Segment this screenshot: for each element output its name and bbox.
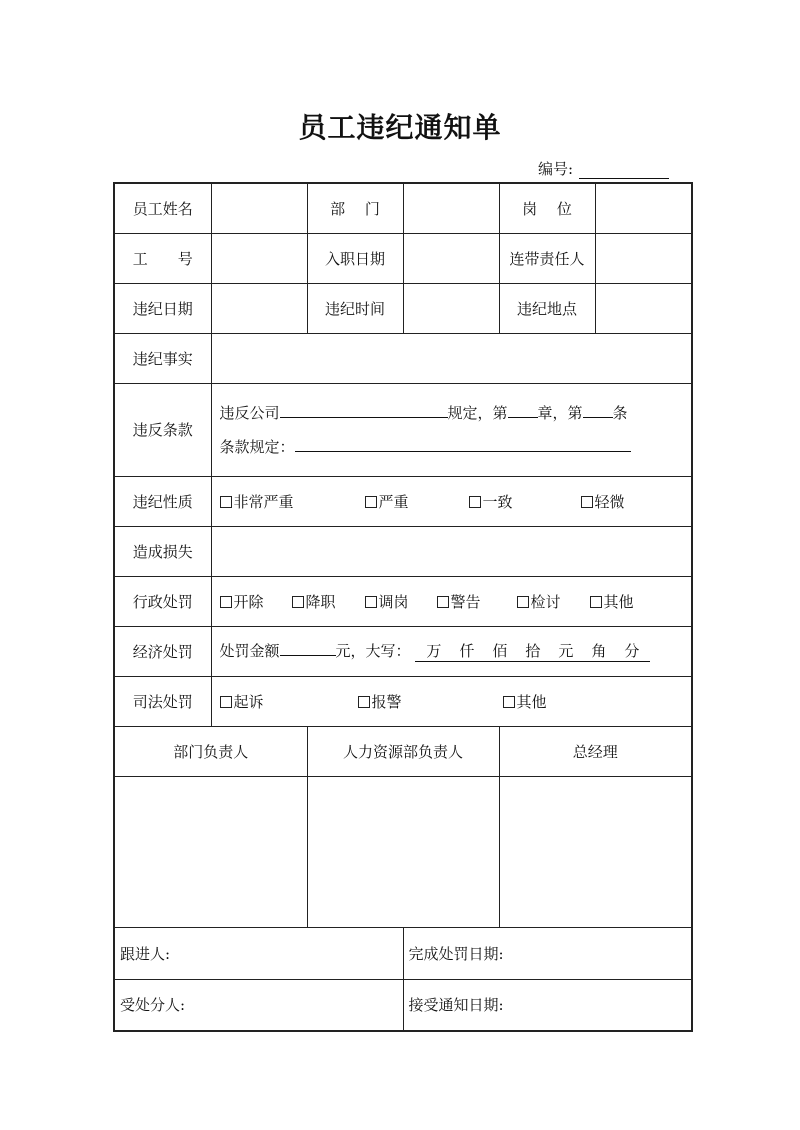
chapter-blank[interactable]: [508, 403, 538, 418]
footer-row: [114, 979, 692, 1031]
form-row: [114, 576, 692, 626]
hire-date-label: 入职日期: [307, 233, 403, 283]
receipt-date-field[interactable]: 接受通知日期:: [403, 979, 692, 1031]
admin-option-dismiss[interactable]: 开除: [220, 591, 292, 612]
position-label: 岗 位: [499, 183, 595, 233]
violation-facts-label: 违纪事实: [114, 333, 211, 383]
violation-date-field[interactable]: [211, 283, 307, 333]
checkbox-icon[interactable]: [365, 596, 377, 608]
clause-article-text: 条: [612, 403, 628, 422]
form-row: [114, 233, 692, 283]
dept-head-signature[interactable]: [114, 776, 307, 927]
form-row: [114, 383, 692, 476]
nature-label: 违纪性质: [114, 476, 211, 526]
department-field[interactable]: [403, 183, 499, 233]
admin-options: [211, 576, 692, 626]
joint-liability-label: 连带责任人: [499, 233, 595, 283]
recipient-field[interactable]: 受处分人:: [114, 979, 403, 1031]
form-row: [114, 476, 692, 526]
checkbox-icon[interactable]: [581, 496, 593, 508]
position-field[interactable]: [595, 183, 692, 233]
signature-header-row: [114, 726, 692, 776]
judicial-label: 司法处罚: [114, 676, 211, 726]
clause-label: 违反条款: [114, 383, 211, 476]
footer-row: [114, 927, 692, 979]
violation-time-field[interactable]: [403, 283, 499, 333]
amount-blank[interactable]: [280, 641, 336, 656]
violation-form-table: [113, 182, 693, 1032]
admin-option-other[interactable]: 其他: [590, 591, 634, 612]
signature-row: [114, 776, 692, 927]
admin-option-self-criticism[interactable]: 检讨: [517, 591, 590, 612]
nature-options: [211, 476, 692, 526]
clause-chapter-text: 章，第: [537, 403, 583, 422]
clause-rules-text: 规定，第: [447, 403, 508, 422]
employee-no-field[interactable]: [211, 233, 307, 283]
admin-option-transfer[interactable]: 调岗: [365, 591, 437, 612]
checkbox-icon[interactable]: [220, 596, 232, 608]
joint-liability-field[interactable]: [595, 233, 692, 283]
checkbox-icon[interactable]: [503, 696, 515, 708]
dept-head-header: 部门负责人: [114, 726, 307, 776]
form-row: [114, 333, 692, 383]
completion-date-field[interactable]: 完成处罚日期:: [403, 927, 692, 979]
clause-field: [211, 383, 692, 476]
article-blank[interactable]: [583, 403, 613, 418]
judicial-option-report-police[interactable]: 报警: [358, 691, 503, 712]
amount-prefix: 处罚金额: [219, 642, 280, 660]
form-row: [114, 183, 692, 233]
page-title: 员工违纪通知单: [298, 111, 502, 144]
admin-option-warning[interactable]: 警告: [437, 591, 517, 612]
economic-field: [211, 626, 692, 676]
checkbox-icon[interactable]: [365, 496, 377, 508]
economic-label: 经济处罚: [114, 626, 211, 676]
nature-option-consistent[interactable]: 一致: [469, 491, 581, 512]
checkbox-icon[interactable]: [517, 596, 529, 608]
clause-provision-text: 条款规定：: [219, 437, 295, 456]
general-manager-header: 总经理: [499, 726, 692, 776]
clause-company-text: 违反公司: [219, 403, 280, 422]
checkbox-icon[interactable]: [358, 696, 370, 708]
form-row: [114, 626, 692, 676]
clause-line-2: [220, 430, 692, 464]
checkbox-icon[interactable]: [469, 496, 481, 508]
violation-facts-field[interactable]: [211, 333, 692, 383]
violation-place-field[interactable]: [595, 283, 692, 333]
serial-input-line[interactable]: [579, 164, 669, 179]
checkbox-icon[interactable]: [590, 596, 602, 608]
serial-number: [538, 158, 669, 179]
judicial-option-prosecute[interactable]: 起诉: [220, 691, 358, 712]
hire-date-field[interactable]: [403, 233, 499, 283]
checkbox-icon[interactable]: [292, 596, 304, 608]
nature-option-minor[interactable]: 轻微: [581, 491, 625, 512]
checkbox-icon[interactable]: [220, 696, 232, 708]
form-row: [114, 676, 692, 726]
loss-field[interactable]: [211, 526, 692, 576]
amount-upper-units[interactable]: 万 仟 佰 拾 元 角 分: [415, 640, 650, 662]
checkbox-icon[interactable]: [437, 596, 449, 608]
violation-time-label: 违纪时间: [307, 283, 403, 333]
nature-option-very-serious[interactable]: 非常严重: [220, 491, 365, 512]
hr-head-signature[interactable]: [307, 776, 499, 927]
violation-date-label: 违纪日期: [114, 283, 211, 333]
employee-name-field[interactable]: [211, 183, 307, 233]
judicial-options: [211, 676, 692, 726]
checkbox-icon[interactable]: [220, 496, 232, 508]
admin-option-demote[interactable]: 降职: [292, 591, 365, 612]
form-row: [114, 283, 692, 333]
nature-option-serious[interactable]: 严重: [365, 491, 469, 512]
serial-label: 编号:: [538, 160, 574, 178]
department-label: 部 门: [307, 183, 403, 233]
loss-label: 造成损失: [114, 526, 211, 576]
violation-place-label: 违纪地点: [499, 283, 595, 333]
amount-upper-text: 元，大写：: [335, 642, 411, 660]
clause-line-1: [220, 396, 692, 430]
general-manager-signature[interactable]: [499, 776, 692, 927]
follower-field[interactable]: 跟进人:: [114, 927, 403, 979]
hr-head-header: 人力资源部负责人: [307, 726, 499, 776]
employee-name-label: 员工姓名: [114, 183, 211, 233]
provision-blank[interactable]: [295, 437, 631, 452]
judicial-option-other[interactable]: 其他: [503, 691, 547, 712]
employee-no-label: 工 号: [114, 233, 211, 283]
rules-blank[interactable]: [280, 403, 448, 418]
admin-label: 行政处罚: [114, 576, 211, 626]
form-row: [114, 526, 692, 576]
